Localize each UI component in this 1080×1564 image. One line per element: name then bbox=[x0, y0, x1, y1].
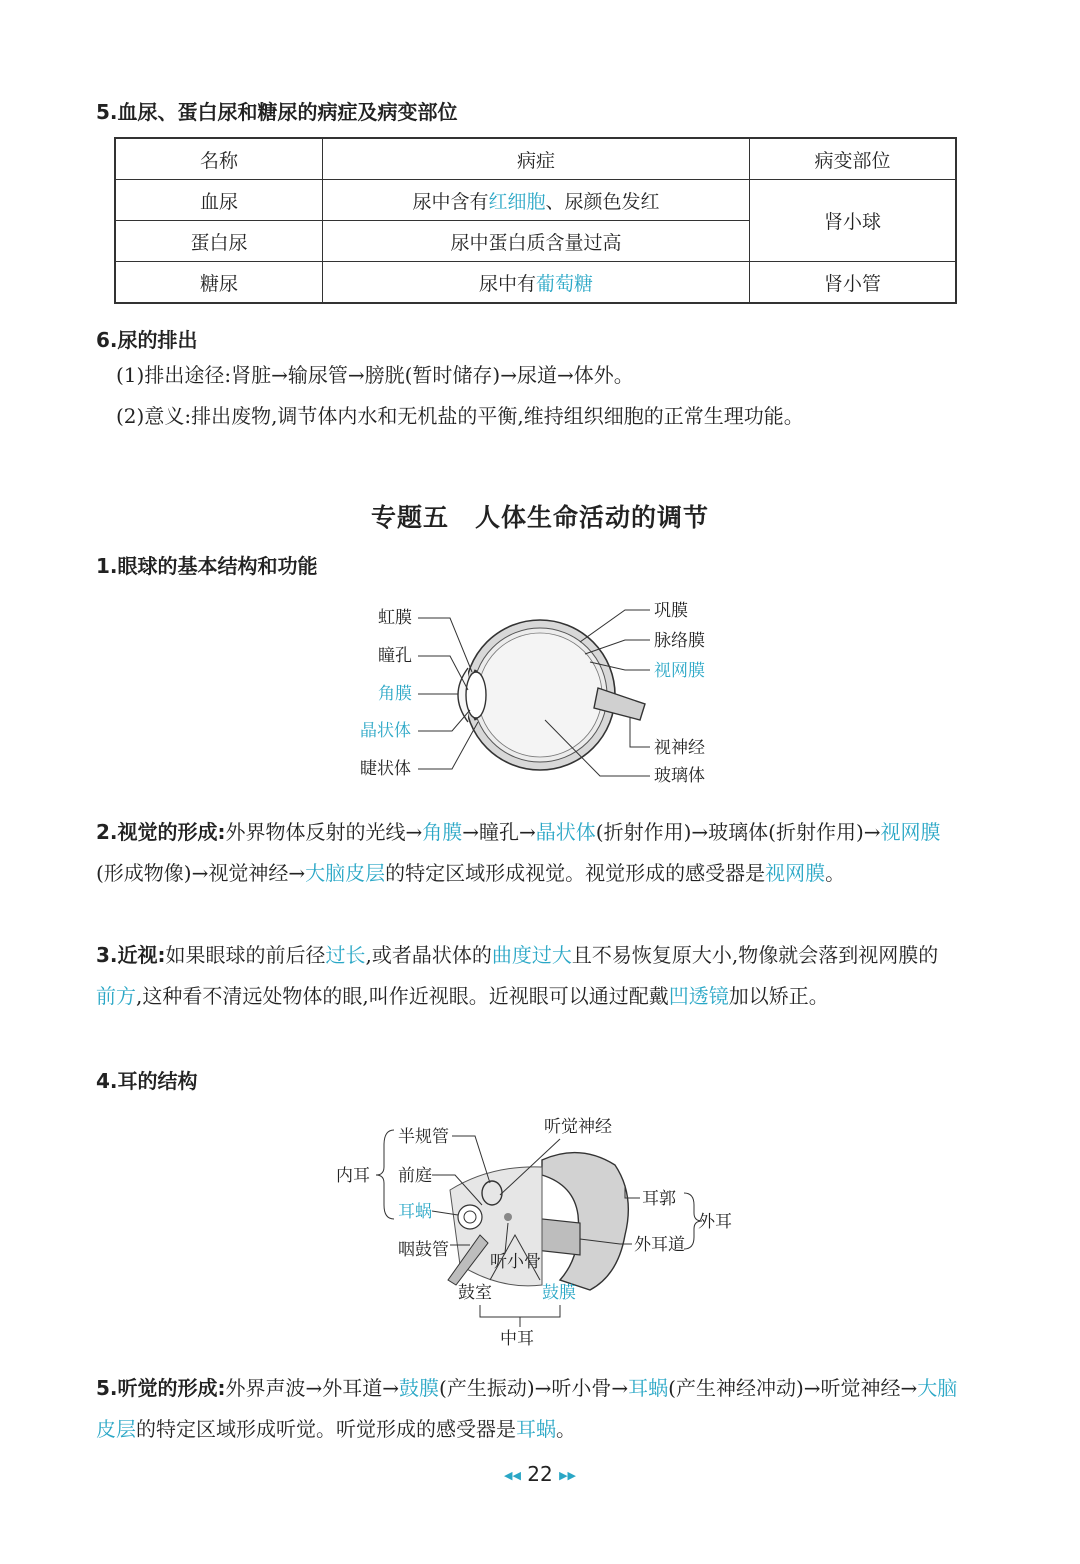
ear-label-middle-ear: 中耳 bbox=[500, 1329, 534, 1349]
table-header: 名称 bbox=[115, 138, 323, 180]
table-row bbox=[115, 262, 956, 304]
table-cell-name: 血尿 bbox=[115, 180, 323, 221]
ear-label-auricle: 耳郭 bbox=[642, 1189, 676, 1209]
table-cell-site: 肾小球 bbox=[750, 180, 957, 262]
myopia-paragraph: 3.近视:如果眼球的前后径过长,或者晶状体的曲度过大且不易恢复原大小,物像就会落到视网膜的前方,这种看不清远处物体的眼,叫作近视眼。近视眼可以通过配戴凹透镜加以矫正。 bbox=[96, 943, 939, 1008]
ear-label-semicircular: 半规管 bbox=[398, 1127, 449, 1147]
table-header: 病变部位 bbox=[750, 138, 957, 180]
ear-label-eustachian: 咽鼓管 bbox=[398, 1240, 449, 1260]
eye-label-lens: 晶状体 bbox=[360, 721, 411, 741]
ear-label-inner-ear: 内耳 bbox=[336, 1166, 370, 1186]
eye-label-ciliary: 睫状体 bbox=[360, 759, 411, 779]
page-number-value: 22 bbox=[527, 1462, 553, 1486]
middle-ear-connector bbox=[480, 1305, 560, 1327]
prev-arrow-icon: ◀◀ bbox=[503, 1469, 521, 1482]
eye-leader-ciliary bbox=[418, 722, 478, 769]
eye-leader-optic-nerve bbox=[630, 718, 650, 747]
ear-label-auditory-nerve: 听觉神经 bbox=[544, 1117, 612, 1137]
chapter-title: 专题五 人体生命活动的调节 bbox=[370, 503, 709, 532]
table-cell-name: 蛋白尿 bbox=[115, 221, 323, 262]
eye-label-retina: 视网膜 bbox=[654, 661, 705, 681]
eye-diagram bbox=[340, 590, 740, 800]
section-title-eye: 1.眼球的基本结构和功能 bbox=[96, 554, 318, 578]
urine-disease-table bbox=[114, 137, 957, 304]
eye-label-sclera: 巩膜 bbox=[654, 601, 688, 621]
ear-label-ear-canal: 外耳道 bbox=[634, 1235, 685, 1255]
table-header-row bbox=[115, 138, 956, 180]
table-cell-name: 糖尿 bbox=[115, 262, 323, 304]
next-arrow-icon: ▶▶ bbox=[559, 1469, 576, 1482]
table-header: 病症 bbox=[323, 138, 750, 180]
eye-label-vitreous: 玻璃体 bbox=[654, 766, 705, 786]
eye-leader-iris bbox=[418, 618, 472, 672]
vision-formation-paragraph: 2.视觉的形成:外界物体反射的光线→角膜→瞳孔→晶状体(折射作用)→玻璃体(折射作用)→视网膜(形成物像)→视觉神经→大脑皮层的特定区域形成视觉。视觉形成的感受器是视网膜。 bbox=[96, 820, 941, 885]
page-number bbox=[0, 1462, 1080, 1486]
ear-label-cochlea: 耳蜗 bbox=[398, 1202, 432, 1222]
inner-ear-brace bbox=[376, 1130, 394, 1219]
eye-label-choroid: 脉络膜 bbox=[654, 631, 705, 651]
eye-label-optic-nerve: 视神经 bbox=[654, 738, 705, 758]
eye-leader-sclera bbox=[580, 610, 650, 642]
ear-label-vestibule: 前庭 bbox=[398, 1166, 432, 1186]
eye-label-pupil: 瞳孔 bbox=[378, 646, 412, 666]
ear-label-tympanic-cavity: 鼓室 bbox=[458, 1283, 492, 1303]
ear-label-eardrum: 鼓膜 bbox=[542, 1283, 576, 1303]
ear-diagram bbox=[330, 1105, 750, 1350]
ear-label-outer-ear: 外耳 bbox=[698, 1212, 732, 1232]
excretion-path-text: (1)排出途径:肾脏→输尿管→膀胱(暂时储存)→尿道→体外。 bbox=[116, 363, 634, 387]
table-cell-symptom: 尿中蛋白质含量过高 bbox=[323, 221, 750, 262]
hearing-formation-paragraph: 5.听觉的形成:外界声波→外耳道→鼓膜(产生振动)→听小骨→耳蜗(产生神经冲动)→听觉神经→大脑皮层的特定区域形成听觉。听觉形成的感受器是耳蜗。 bbox=[96, 1376, 958, 1441]
section-title-urine-disease: 5.血尿、蛋白尿和糖尿的病症及病变部位 bbox=[96, 100, 458, 124]
table-cell-site: 肾小管 bbox=[750, 262, 957, 304]
section-title-ear: 4.耳的结构 bbox=[96, 1069, 198, 1093]
ear-label-ossicles: 听小骨 bbox=[490, 1252, 541, 1272]
excretion-meaning-text: (2)意义:排出废物,调节体内水和无机盐的平衡,维持组织细胞的正常生理功能。 bbox=[116, 404, 804, 428]
table-row bbox=[115, 180, 956, 221]
table-cell-symptom: 尿中含有红细胞、尿颜色发红 bbox=[323, 180, 750, 221]
table-cell-symptom: 尿中有葡萄糖 bbox=[323, 262, 750, 304]
eye-label-cornea: 角膜 bbox=[378, 684, 412, 704]
section-title-urine-excretion: 6.尿的排出 bbox=[96, 328, 198, 352]
eye-label-iris: 虹膜 bbox=[378, 608, 412, 628]
